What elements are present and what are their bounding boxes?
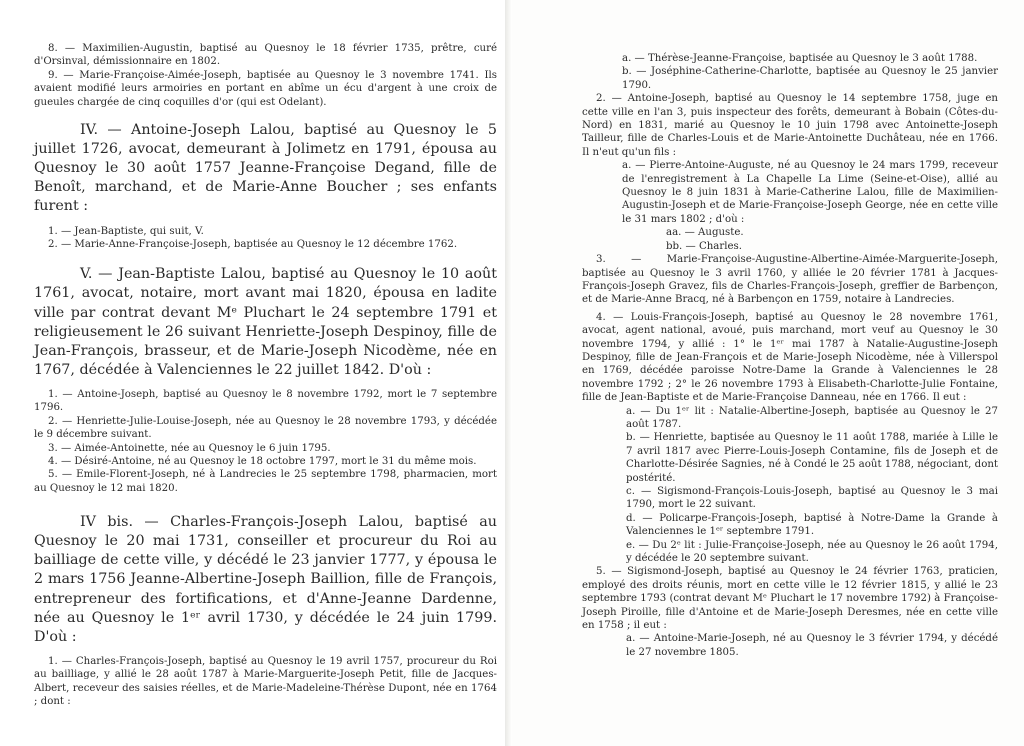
grandchild-b-henriette: b. — Henriette, baptisée au Quesnoy le 11 août 1788, mariée à Lille le 7 avril 1817 avec Pierre-Louis-Joseph Contamine, fils de Joseph et de Charlotte-Désirée Sagnies, né à Condé le 25 août 1788, négociant, dont postérité. — [626, 432, 998, 484]
child-2-antoine-joseph: 2. — Antoine-Joseph, baptisé au Quesnoy le 14 septembre 1758, juge en cette ville en l'an 3, puis inspecteur des forêts, demeurant à Bobain (Côtes-du-Nord) en 1831, marié au Quesnoy le 10 juin 1798 avec Antoinette-Joseph Tailleur, fille de Charles-Louis et de Marie-Antoinette Duchâteau, née en 1766. Il n'eut qu'un fils : — [582, 93, 998, 158]
grandchild-a-therese: a. — Thérèse-Jeanne-Françoise, baptisée au Quesnoy le 3 août 1788. — [622, 53, 978, 64]
child-2-marie-anne: 2. — Marie-Anne-Françoise-Joseph, baptisée au Quesnoy le 12 décembre 1762. — [48, 238, 458, 250]
great-grandchild-aa-auguste: aa. — Auguste. — [666, 227, 744, 239]
book-gutter — [505, 0, 512, 746]
section-iv-antoine-joseph: IV. — Antoine-Joseph Lalou, baptisé au Quesnoy le 5 juillet 1726, avocat, demeurant à Jolimetz en 1791, épousa au Quesnoy le 30 août 1757 Jeanne-Françoise Degand, fille de Benoît, marchand, et de Marie-Anne Boucher ; ses enfants furent : — [34, 122, 497, 215]
section-v-jean-baptiste: V. — Jean-Baptiste Lalou, baptisé au Quesnoy le 10 août 1761, avocat, notaire, mort avant mai 1820, épousa en ladite ville par contrat devant Mᵉ Pluchart le 24 septembre 1791 et religieusement le 26 suivant Henriette-Joseph Despinoy, fille de Jean-François, brasseur, et de Marie-Joseph Nicodème, née en 1767, décédée à Valenciennes le 22 juillet 1842. D'où : — [34, 266, 497, 378]
child-3-aimee: 3. — Aimée-Antoinette, née au Quesnoy le 6 juin 1795. — [48, 442, 331, 454]
grandchild-d-policarpe: d. — Policarpe-François-Joseph, baptisé à Notre-Dame la Grande à Valenciennes le 1ᵉʳ septembre 1791. — [626, 512, 998, 538]
great-grandchild-bb-charles: bb. — Charles. — [666, 240, 742, 252]
entry-8-maximilien: 8. — Maximilien-Augustin, baptisé au Quesnoy le 18 février 1735, prêtre, curé d'Orsinval, démissionnaire en 1802. — [34, 43, 497, 68]
child-1-antoine-joseph: 1. — Antoine-Joseph, baptisé au Quesnoy le 8 novembre 1792, mort le 7 septembre 1796. — [34, 388, 497, 414]
child-4-louis-francois: 4. — Louis-François-Joseph, baptisé au Quesnoy le 28 novembre 1761, avocat, agent national, avoué, puis marchand, mort veuf au Quesnoy le 30 novembre 1794, y allié : 1° le 1ᵉʳ mai 1787 à Natalie-Augustine-Joseph Despinoy, fille de Jean-François et de Marie-Joseph Nicodème, née à Villerspol en 1769, décédée paroisse Notre-Dame la Grande à Valenciennes le 28 novembre 1792 ; 2° le 26 novembre 1793 à Elisabeth-Charlotte-Julie Fontaine, fille de Jean-Baptiste et de Marie-Françoise Danneau, née en 1766. Il eut : — [582, 311, 998, 404]
child-1-charles-francois: 1. — Charles-François-Joseph, baptisé au Quesnoy le 19 avril 1757, procureur du Roi au bailliage, y allié le 28 août 1787 à Marie-Marguerite-Joseph Petit, fille de Jacques-Albert, receveur des saisies réelles, et de Marie-Madeleine-Thérèse Dupont, née en 1764 ; dont : — [34, 655, 497, 707]
grandchild-a-pierre: a. — Pierre-Antoine-Auguste, né au Quesnoy le 24 mars 1799, receveur de l'enregistrement à La Chapelle La Lime (Seine-et-Oise), allié au Quesnoy le 8 juin 1831 à Marie-Catherine Lalou, fille de Maximilien-Augustin-Joseph et de Marie-Françoise-Joseph George, née en cette ville le 31 mars 1802 ; d'où : — [622, 160, 998, 225]
entry-9-marie-francoise: 9. — Marie-Françoise-Aimée-Joseph, baptisée au Quesnoy le 3 novembre 1741. Ils avaient modifié leurs armoiries en portant en abîme un écu d'argent à une croix de gueules chargée de cinq coquilles d'or (qui est Odelant). — [34, 69, 497, 108]
child-5-sigismond-joseph: 5. — Sigismond-Joseph, baptisé au Quesnoy le 24 février 1763, praticien, employé des droits réunis, mort en cette ville le 12 février 1815, y allié le 23 septembre 1793 (contrat devant Mᵉ Pluchart le 17 novembre 1792) à Françoise-Joseph Piroille, fille d'Antoine et de Marie-Joseph Deresmes, née en cette ville en 1758 ; il eut : — [582, 566, 998, 632]
grandchild-c-sigismond: c. — Sigismond-François-Louis-Joseph, baptisé au Quesnoy le 3 mai 1790, mort le 22 suivant. — [626, 486, 998, 511]
child-1-jean-baptiste: 1. — Jean-Baptiste, qui suit, V. — [48, 225, 204, 237]
child-2-henriette: 2. — Henriette-Julie-Louise-Joseph, née au Quesnoy le 28 novembre 1793, y décédée le 9 décembre suivant. — [34, 415, 497, 441]
grandchild-a-natalie: a. — Du 1ᵉʳ lit : Natalie-Albertine-Joseph, baptisée au Quesnoy le 27 août 1787. — [626, 405, 998, 430]
grandchild-b-josephine: b. — Joséphine-Catherine-Charlotte, baptisée au Quesnoy le 25 janvier 1790. — [622, 66, 998, 91]
child-4-desire: 4. — Désiré-Antoine, né au Quesnoy le 18 octobre 1797, mort le 31 du même mois. — [48, 455, 477, 467]
child-5-emile: 5. — Emile-Florent-Joseph, né à Landrecies le 25 septembre 1798, pharmacien, mort au Quesnoy le 12 mai 1820. — [34, 469, 497, 494]
child-3-marie-francoise: 3. — Marie-Françoise-Augustine-Albertine-Aimée-Marguerite-Joseph, baptisée au Quesnoy le 3 avril 1760, y alliée le 20 février 1781 à Jacques-François-Joseph Gravez, fils de Charles-François-Joseph, greffier de Barbençon, et de Marie-Anne Bracq, né à Barbençon en 1759, notaire à Landrecies. — [582, 254, 998, 306]
left-page — [0, 0, 505, 746]
right-page — [512, 0, 1024, 746]
grandchild-e-julie: e. — Du 2ᵉ lit : Julie-Françoise-Joseph, née au Quesnoy le 26 août 1794, y décédée le 20 septembre suivant. — [626, 539, 998, 565]
grandchild-a-antoine-marie: a. — Antoine-Marie-Joseph, né au Quesnoy le 3 février 1794, y décédé le 27 novembre 1805. — [626, 633, 998, 658]
section-iv-bis-charles: IV bis. — Charles-François-Joseph Lalou, baptisé au Quesnoy le 20 mai 1731, conseiller et procureur du Roi au bailliage de cette ville, y décédé le 23 janvier 1777, y épousa le 2 mars 1756 Jeanne-Albertine-Joseph Baillion, fille de François, entrepreneur des fortifications, et d'Anne-Jeanne Dardenne, née au Quesnoy le 1ᵉʳ avril 1730, y décédée le 24 juin 1799. D'où : — [34, 514, 497, 645]
